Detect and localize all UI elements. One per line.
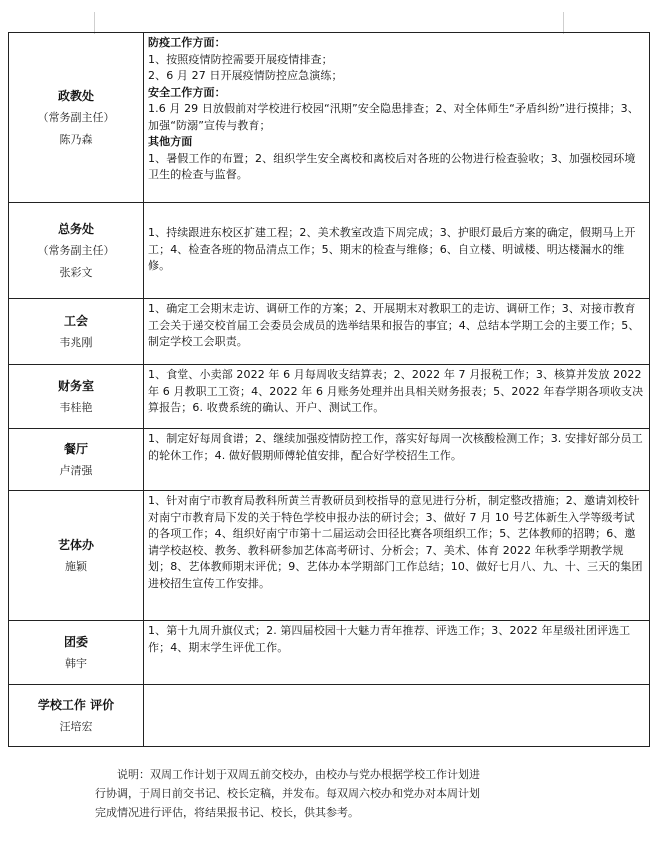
margin-guide-right xyxy=(563,12,564,34)
task-text: 1、确定工会期末走访、调研工作的方案；2、开展期末对教职工的走访、调研工作；3、对接市教育工会关于递交校首届工会委员会成员的选举结果和报告的事宜；4、总结本学期工会的主要工作；5、制定学校工会职责。 xyxy=(148,302,640,348)
dept-role: （常务副主任） xyxy=(37,110,115,124)
task-line: 2、6 月 27 日开展疫情防控应急演练； xyxy=(148,69,343,82)
dept-name: 总务处 xyxy=(57,221,94,236)
dept-name: 工会 xyxy=(63,313,88,328)
dept-cell xyxy=(9,685,144,747)
dept-name: 学校工作 评价 xyxy=(37,697,115,712)
tasks-cell xyxy=(144,299,650,365)
dept-person: 施颖 xyxy=(65,559,87,573)
evaluation-cell[interactable] xyxy=(144,685,650,747)
task-text: 1、持续跟进东校区扩建工程；2、美术教室改造下周完成；3、护眼灯最后方案的确定，假期马上开工；4、检查各班的物品清点工作；5、期末的检查与维修；6、自立楼、明诚楼、明达楼漏水的维修。 xyxy=(148,226,636,273)
dept-cell xyxy=(9,429,144,491)
table-row xyxy=(9,685,650,747)
dept-person: 汪培宏 xyxy=(59,719,93,733)
dept-name: 艺体办 xyxy=(57,537,94,552)
dept-cell xyxy=(9,365,144,429)
dept-role: （常务副主任） xyxy=(37,243,115,257)
footnote-line: 行协调，于周日前交书记、校长定稿，并发布。每双周六校办和党办对本周计划 xyxy=(95,787,480,800)
task-text: 1、食堂、小卖部 2022 年 6 月每周收支结算表；2、2022 年 7 月报税工作；3、核算并发放 2022 年 6 月教职工工资；4、2022 年 6 月账务处理并出具相关财务报表；5、2022 年春学期各项收支决算报告；6. 收费系统的确认、开户、测试工作。 xyxy=(148,368,644,414)
footnote-line: 说明：双周工作计划于双周五前交校办，由校办与党办根据学校工作计划进 xyxy=(117,768,480,781)
task-line: 1、按照疫情防控需要开展疫情排查； xyxy=(148,52,333,66)
tasks-cell xyxy=(144,491,650,621)
dept-person: 卢清强 xyxy=(59,463,93,477)
tasks-cell xyxy=(144,621,650,685)
dept-cell xyxy=(9,299,144,365)
footnote-line: 完成情况进行评估，将结果报书记、校长，供其参考。 xyxy=(95,806,359,819)
section-title: 其他方面 xyxy=(148,135,193,148)
table-row xyxy=(9,429,650,491)
task-line: 1、暑假工作的布置；2、组织学生安全离校和离校后对各班的公物进行检查验收；3、加强校园环境卫生的检查与监督。 xyxy=(148,151,636,181)
dept-name: 团委 xyxy=(63,634,88,649)
dept-person: 韩宇 xyxy=(65,656,87,670)
task-text: 1、第十九周升旗仪式；2. 第四届校园十大魅力青年推荐、评选工作；3、2022 年星级社团评选工作；4、期末学生评优工作。 xyxy=(148,624,631,654)
work-plan-table xyxy=(8,32,650,747)
table-row xyxy=(9,299,650,365)
dept-cell xyxy=(9,203,144,299)
table-row xyxy=(9,491,650,621)
task-line: 1.6 月 29 日放假前对学校进行校园“汛期”安全隐患排查；2、对全体师生“矛盾纠纷”进行摸排；3、加强“防溺”宣传与教育； xyxy=(148,102,639,132)
dept-name: 财务室 xyxy=(57,378,94,393)
dept-cell xyxy=(9,33,144,203)
task-text: 1、针对南宁市教育局教科所黄兰青教研员到校指导的意见进行分析，制定整改措施；2、邀请刘校针对南宁市教育局下发的关于特色学校申报办法的研讨会；3、做好 7 月 10 号艺体新生入学等级考试的各项工作；4、组织好南宁市第十二届运动会田径比赛各项组织工作；5、艺体教师的招聘；6、邀请学校赵校、教务、教科研参加艺体高考研讨、分析会；7、美术、体育 2022 年秋季学期教学规划；8、艺体教师期末评优；9、艺体办本学期部门工作总结；10、做好七月八、九、十、三天的集团进校招生宣传工作安排。 xyxy=(148,494,643,590)
table-row xyxy=(9,621,650,685)
margin-guide-left xyxy=(94,12,95,34)
table-row xyxy=(9,203,650,299)
section-title: 安全工作方面： xyxy=(148,85,226,99)
dept-person: 韦兆刚 xyxy=(59,335,93,349)
tasks-cell xyxy=(144,429,650,491)
dept-name: 政教处 xyxy=(57,88,94,103)
dept-person: 陈乃森 xyxy=(59,132,93,146)
task-text: 1、制定好每周食谱；2、继续加强疫情防控工作，落实好每周一次核酸检测工作；3. 安排好部分员工的轮休工作；4. 做好假期师傅轮值安排，配合好学校招生工作。 xyxy=(148,432,643,462)
tasks-cell xyxy=(144,33,650,203)
dept-person: 张彩文 xyxy=(59,265,93,279)
dept-cell xyxy=(9,491,144,621)
footnote xyxy=(95,765,575,822)
dept-name: 餐厅 xyxy=(63,441,88,456)
tasks-cell xyxy=(144,203,650,299)
table-row xyxy=(9,33,650,203)
work-plan-page xyxy=(8,32,650,747)
table-row xyxy=(9,365,650,429)
tasks-cell xyxy=(144,365,650,429)
section-title: 防疫工作方面： xyxy=(148,36,226,49)
dept-person: 韦桂艳 xyxy=(59,400,93,414)
dept-cell xyxy=(9,621,144,685)
